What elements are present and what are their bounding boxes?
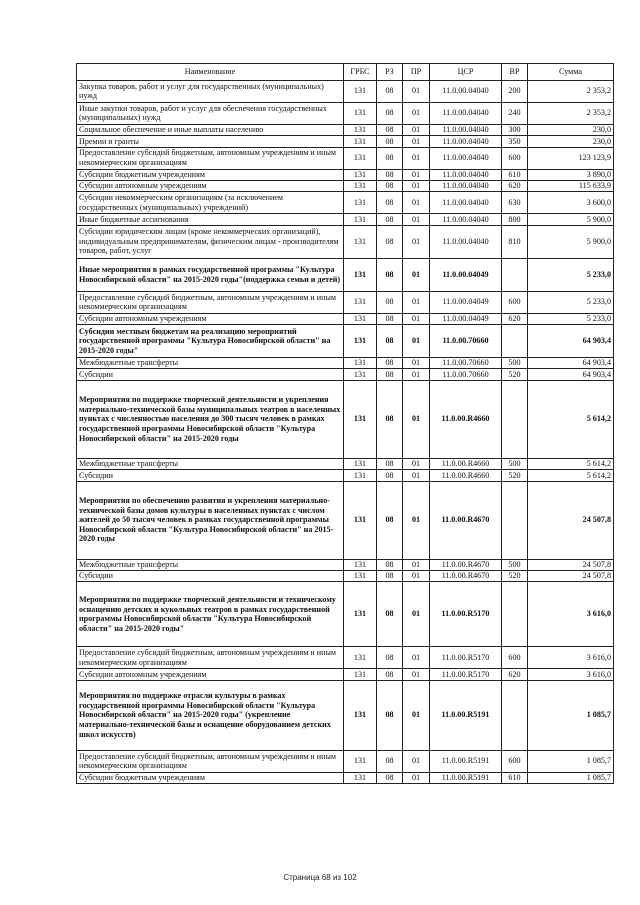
- cell-name: Иные мероприятия в рамках государственной программы "Культура Новосибирской области" на 2015-2020 годы"(поддержка семьи и детей): [77, 258, 344, 291]
- cell-csr: 11.0.00.R4660: [430, 380, 502, 458]
- cell-name: Субсидии бюджетным учреждениям: [77, 772, 344, 783]
- cell-name: Субсидии юридическим лицам (кроме некоммерческих организаций), индивидуальным предпринимателям, физическим лицам - производителям товаров, работ, услуг: [77, 225, 344, 258]
- table-row: [77, 750, 614, 772]
- cell-name: Премии и гранты: [77, 136, 344, 147]
- cell-vr: 240: [502, 102, 528, 124]
- table-header-row: [77, 64, 614, 81]
- cell-pr: 01: [403, 180, 430, 191]
- cell-csr: 11.0.00.04040: [430, 169, 502, 180]
- cell-grbs: 131: [344, 80, 377, 102]
- cell-name: Предоставление субсидий бюджетным, автономным учреждениям и иным некоммерческим организациям: [77, 750, 344, 772]
- cell-vr: 810: [502, 225, 528, 258]
- table-row: [77, 291, 614, 313]
- cell-name: Иные бюджетные ассигнования: [77, 214, 344, 225]
- header-csr: ЦСР: [430, 64, 502, 81]
- cell-name: Субсидии некоммерческим организациям (за исключением государственных (муниципальных) учреждений): [77, 192, 344, 214]
- cell-sum: 1 085,7: [528, 680, 614, 750]
- table-row: [77, 80, 614, 102]
- cell-csr: 11.0.00.R5191: [430, 680, 502, 750]
- page-number: Страница 68 из 102: [283, 873, 357, 882]
- cell-sum: 5 614,2: [528, 458, 614, 469]
- budget-table: [76, 63, 614, 784]
- cell-csr: 11.0.00.R5170: [430, 647, 502, 669]
- cell-grbs: 131: [344, 358, 377, 369]
- cell-vr: 520: [502, 570, 528, 581]
- header-rz: РЗ: [377, 64, 403, 81]
- cell-vr: [502, 258, 528, 291]
- cell-vr: 620: [502, 669, 528, 680]
- cell-sum: 1 085,7: [528, 750, 614, 772]
- cell-vr: 610: [502, 169, 528, 180]
- cell-grbs: 131: [344, 147, 377, 169]
- cell-vr: [502, 380, 528, 458]
- cell-name: Мероприятия по обеспечению развития и укрепления материально-технической базы домов культуры в населенных пунктах с числом жителей до 50 тысяч человек в рамках государственной программы Новосибирской области "Культура Новосибирской области" на 2015-2020 годы: [77, 481, 344, 559]
- cell-vr: 600: [502, 291, 528, 313]
- cell-pr: 01: [403, 369, 430, 380]
- table-row: [77, 772, 614, 783]
- cell-csr: 11.0.00.04040: [430, 225, 502, 258]
- cell-pr: 01: [403, 147, 430, 169]
- table-row: [77, 192, 614, 214]
- cell-vr: 500: [502, 358, 528, 369]
- cell-sum: 64 903,4: [528, 358, 614, 369]
- table-row: [77, 369, 614, 380]
- cell-sum: 24 507,8: [528, 570, 614, 581]
- cell-grbs: 131: [344, 750, 377, 772]
- cell-vr: 350: [502, 136, 528, 147]
- cell-csr: 11.0.00.R4670: [430, 559, 502, 570]
- cell-rz: 08: [377, 225, 403, 258]
- cell-csr: 11.0.00.04040: [430, 214, 502, 225]
- cell-vr: 300: [502, 124, 528, 135]
- cell-vr: [502, 582, 528, 647]
- table-row: [77, 136, 614, 147]
- cell-name: Мероприятия по поддержке творческой деятельности и техническому оснащению детских и кукольных театров в рамках государственной программы Новосибирской области "Культура Новосибирской области" на 2015-2020 годы": [77, 582, 344, 647]
- table-row: [77, 169, 614, 180]
- cell-grbs: 131: [344, 102, 377, 124]
- cell-csr: 11.0.00.04040: [430, 180, 502, 191]
- cell-pr: 01: [403, 169, 430, 180]
- cell-grbs: 131: [344, 136, 377, 147]
- table-row: [77, 680, 614, 750]
- table-row: [77, 124, 614, 135]
- cell-rz: 08: [377, 136, 403, 147]
- cell-rz: 08: [377, 470, 403, 481]
- cell-rz: 08: [377, 192, 403, 214]
- cell-pr: 01: [403, 680, 430, 750]
- cell-rz: 08: [377, 102, 403, 124]
- cell-csr: 11.0.00.04040: [430, 136, 502, 147]
- cell-sum: 230,0: [528, 124, 614, 135]
- cell-sum: 5 233,0: [528, 291, 614, 313]
- table-row: [77, 147, 614, 169]
- cell-pr: 01: [403, 559, 430, 570]
- cell-sum: 24 507,8: [528, 481, 614, 559]
- cell-vr: 500: [502, 458, 528, 469]
- cell-rz: 08: [377, 124, 403, 135]
- cell-sum: 24 507,8: [528, 559, 614, 570]
- cell-csr: 11.0.00.R5170: [430, 669, 502, 680]
- cell-grbs: 131: [344, 192, 377, 214]
- cell-csr: 11.0.00.70660: [430, 369, 502, 380]
- table-row: [77, 180, 614, 191]
- cell-grbs: 131: [344, 325, 377, 358]
- cell-csr: 11.0.00.R4670: [430, 570, 502, 581]
- cell-vr: 500: [502, 559, 528, 570]
- cell-csr: 11.0.00.04049: [430, 291, 502, 313]
- cell-grbs: 131: [344, 559, 377, 570]
- table-row: [77, 325, 614, 358]
- cell-pr: 01: [403, 669, 430, 680]
- cell-rz: 08: [377, 570, 403, 581]
- cell-rz: 08: [377, 680, 403, 750]
- cell-vr: 610: [502, 772, 528, 783]
- cell-sum: 3 600,0: [528, 192, 614, 214]
- cell-pr: 01: [403, 214, 430, 225]
- cell-vr: [502, 325, 528, 358]
- cell-csr: 11.0.00.70660: [430, 325, 502, 358]
- cell-grbs: 131: [344, 313, 377, 324]
- header-name: Наименование: [77, 64, 344, 81]
- cell-csr: 11.0.00.04040: [430, 80, 502, 102]
- cell-sum: 5 233,0: [528, 313, 614, 324]
- cell-csr: 11.0.00.04040: [430, 102, 502, 124]
- cell-name: Мероприятия по поддержке творческой деятельности и укрепления материально-технической базы муниципальных театров в населенных пунктах с численностью населения до 300 тысяч человек в рамках государственной программы Новосибирской области "Культура Новосибирской области" на 2015-2020 годы: [77, 380, 344, 458]
- cell-sum: 123 123,9: [528, 147, 614, 169]
- table-row: [77, 470, 614, 481]
- cell-vr: 600: [502, 750, 528, 772]
- cell-sum: 115 633,9: [528, 180, 614, 191]
- cell-pr: 01: [403, 750, 430, 772]
- cell-rz: 08: [377, 750, 403, 772]
- cell-pr: 01: [403, 136, 430, 147]
- table-row: [77, 258, 614, 291]
- cell-vr: 520: [502, 470, 528, 481]
- cell-rz: 08: [377, 647, 403, 669]
- cell-sum: 1 085,7: [528, 772, 614, 783]
- header-pr: ПР: [403, 64, 430, 81]
- cell-rz: 08: [377, 358, 403, 369]
- cell-sum: 230,0: [528, 136, 614, 147]
- table-row: [77, 214, 614, 225]
- table-row: [77, 380, 614, 458]
- cell-csr: 11.0.00.04049: [430, 258, 502, 291]
- cell-name: Субсидии бюджетным учреждениям: [77, 169, 344, 180]
- table-row: [77, 570, 614, 581]
- cell-name: Межбюджетные трансферты: [77, 358, 344, 369]
- cell-vr: [502, 680, 528, 750]
- cell-rz: 08: [377, 369, 403, 380]
- cell-grbs: 131: [344, 225, 377, 258]
- cell-pr: 01: [403, 192, 430, 214]
- cell-pr: 01: [403, 124, 430, 135]
- cell-grbs: 131: [344, 180, 377, 191]
- cell-rz: 08: [377, 559, 403, 570]
- cell-vr: [502, 481, 528, 559]
- cell-sum: 5 900,0: [528, 225, 614, 258]
- cell-name: Предоставление субсидий бюджетным, автономным учреждениям и иным некоммерческим организациям: [77, 647, 344, 669]
- cell-sum: 2 353,2: [528, 102, 614, 124]
- cell-pr: 01: [403, 570, 430, 581]
- cell-csr: 11.0.00.R4660: [430, 470, 502, 481]
- cell-grbs: 131: [344, 680, 377, 750]
- table-row: [77, 582, 614, 647]
- cell-name: Социальное обеспечение и иные выплаты населению: [77, 124, 344, 135]
- cell-pr: 01: [403, 325, 430, 358]
- cell-csr: 11.0.00.04040: [430, 124, 502, 135]
- table-row: [77, 458, 614, 469]
- cell-grbs: 131: [344, 169, 377, 180]
- cell-pr: 01: [403, 481, 430, 559]
- cell-rz: 08: [377, 380, 403, 458]
- cell-rz: 08: [377, 582, 403, 647]
- cell-name: Субсидии: [77, 470, 344, 481]
- cell-grbs: 131: [344, 772, 377, 783]
- cell-rz: 08: [377, 291, 403, 313]
- header-vr: ВР: [502, 64, 528, 81]
- cell-grbs: 131: [344, 380, 377, 458]
- cell-csr: 11.0.00.R5170: [430, 582, 502, 647]
- cell-csr: 11.0.00.04040: [430, 192, 502, 214]
- cell-pr: 01: [403, 102, 430, 124]
- cell-csr: 11.0.00.R5191: [430, 750, 502, 772]
- cell-rz: 08: [377, 772, 403, 783]
- cell-rz: 08: [377, 258, 403, 291]
- cell-csr: 11.0.00.R4660: [430, 458, 502, 469]
- cell-rz: 08: [377, 325, 403, 358]
- cell-vr: 800: [502, 214, 528, 225]
- cell-pr: 01: [403, 313, 430, 324]
- cell-name: Субсидии: [77, 369, 344, 380]
- cell-sum: 2 353,2: [528, 80, 614, 102]
- table-row: [77, 559, 614, 570]
- cell-grbs: 131: [344, 291, 377, 313]
- cell-vr: 520: [502, 369, 528, 380]
- cell-pr: 01: [403, 582, 430, 647]
- cell-pr: 01: [403, 358, 430, 369]
- cell-grbs: 131: [344, 647, 377, 669]
- cell-name: Закупка товаров, работ и услуг для государственных (муниципальных) нужд: [77, 80, 344, 102]
- table-row: [77, 481, 614, 559]
- cell-csr: 11.0.00.04040: [430, 147, 502, 169]
- cell-rz: 08: [377, 313, 403, 324]
- cell-name: Субсидии местным бюджетам на реализацию мероприятий государственной программы "Культура Новосибирской области" на 2015-2020 годы": [77, 325, 344, 358]
- cell-sum: 5 900,0: [528, 214, 614, 225]
- table-row: [77, 669, 614, 680]
- cell-grbs: 131: [344, 258, 377, 291]
- cell-sum: 3 890,0: [528, 169, 614, 180]
- cell-sum: 3 616,0: [528, 647, 614, 669]
- header-sum: Сумма: [528, 64, 614, 81]
- cell-grbs: 131: [344, 669, 377, 680]
- cell-sum: 5 614,2: [528, 470, 614, 481]
- cell-rz: 08: [377, 669, 403, 680]
- table-row: [77, 358, 614, 369]
- cell-pr: 01: [403, 80, 430, 102]
- cell-name: Субсидии автономным учреждениям: [77, 180, 344, 191]
- cell-name: Субсидии: [77, 570, 344, 581]
- cell-rz: 08: [377, 481, 403, 559]
- cell-grbs: 131: [344, 124, 377, 135]
- cell-vr: 200: [502, 80, 528, 102]
- table-row: [77, 647, 614, 669]
- cell-name: Межбюджетные трансферты: [77, 559, 344, 570]
- table-body: [77, 80, 614, 783]
- cell-sum: 5 614,2: [528, 380, 614, 458]
- cell-pr: 01: [403, 380, 430, 458]
- cell-csr: 11.0.00.R5191: [430, 772, 502, 783]
- cell-sum: 5 233,0: [528, 258, 614, 291]
- cell-sum: 3 616,0: [528, 669, 614, 680]
- cell-rz: 08: [377, 80, 403, 102]
- cell-pr: 01: [403, 258, 430, 291]
- cell-pr: 01: [403, 458, 430, 469]
- cell-csr: 11.0.00.R4670: [430, 481, 502, 559]
- cell-name: Субсидии автономным учреждениям: [77, 313, 344, 324]
- cell-name: Субсидии автономным учреждениям: [77, 669, 344, 680]
- cell-sum: 64 903,4: [528, 369, 614, 380]
- cell-pr: 01: [403, 772, 430, 783]
- cell-vr: 620: [502, 180, 528, 191]
- cell-name: Предоставление субсидий бюджетным, автономным учреждениям и иным некоммерческим организациям: [77, 147, 344, 169]
- cell-csr: 11.0.00.04049: [430, 313, 502, 324]
- cell-grbs: 131: [344, 458, 377, 469]
- cell-grbs: 131: [344, 570, 377, 581]
- cell-name: Предоставление субсидий бюджетным, автономным учреждениям и иным некоммерческим организациям: [77, 291, 344, 313]
- cell-vr: 620: [502, 313, 528, 324]
- cell-grbs: 131: [344, 214, 377, 225]
- cell-rz: 08: [377, 214, 403, 225]
- cell-vr: 600: [502, 147, 528, 169]
- cell-name: Иные закупки товаров, работ и услуг для обеспечения государственных (муниципальных) нужд: [77, 102, 344, 124]
- cell-vr: 630: [502, 192, 528, 214]
- table-row: [77, 225, 614, 258]
- cell-sum: 64 903,4: [528, 325, 614, 358]
- cell-grbs: 131: [344, 481, 377, 559]
- table-row: [77, 102, 614, 124]
- cell-name: Межбюджетные трансферты: [77, 458, 344, 469]
- cell-pr: 01: [403, 291, 430, 313]
- table-row: [77, 313, 614, 324]
- cell-rz: 08: [377, 458, 403, 469]
- cell-pr: 01: [403, 225, 430, 258]
- cell-rz: 08: [377, 147, 403, 169]
- cell-rz: 08: [377, 169, 403, 180]
- cell-pr: 01: [403, 647, 430, 669]
- cell-sum: 3 616,0: [528, 582, 614, 647]
- cell-grbs: 131: [344, 582, 377, 647]
- cell-grbs: 131: [344, 369, 377, 380]
- cell-grbs: 131: [344, 470, 377, 481]
- header-grbs: ГРБС: [344, 64, 377, 81]
- cell-name: Мероприятия по поддержке отрасли культуры в рамках государственной программы Новосибирской области "Культура Новосибирской области" на 2015-2020 годы" (укрепление материально-технической базы и оснащение оборудованием детских школ искусств): [77, 680, 344, 750]
- cell-rz: 08: [377, 180, 403, 191]
- cell-pr: 01: [403, 470, 430, 481]
- cell-csr: 11.0.00.70660: [430, 358, 502, 369]
- cell-vr: 600: [502, 647, 528, 669]
